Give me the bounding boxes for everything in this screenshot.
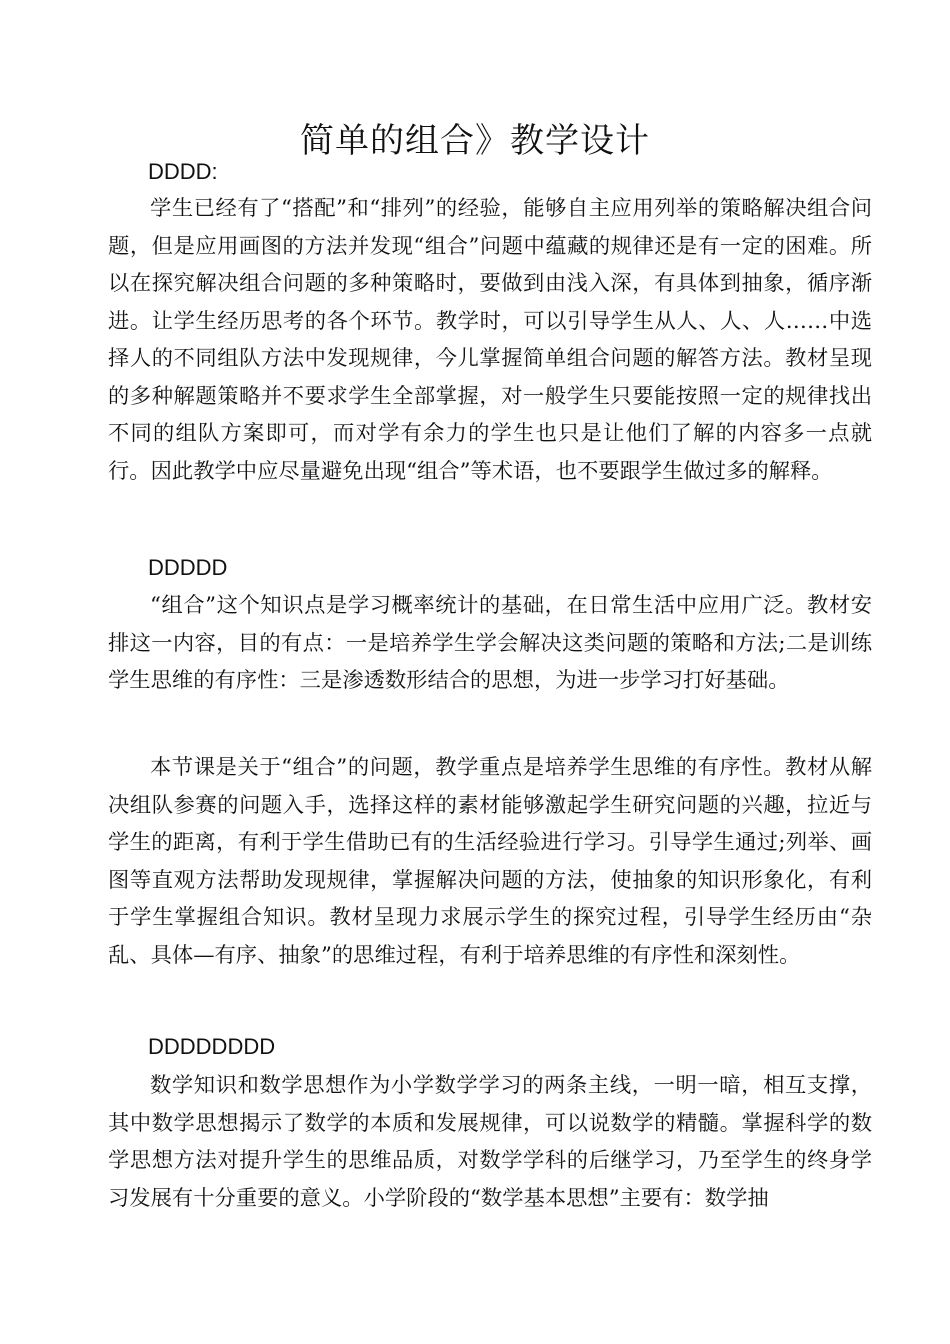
section-3-paragraph-1: 数学知识和数学思想作为小学数学学习的两条主线，一明一暗，相互支撑，其中数学思想揭示了数学的本质和发展规律，可以说数学的精髓。掌握科学的数学思想方法对提升学生的思维品质，对数学学科的后继学习，乃至学生的终身学习发展有十分重要的意义。小学阶段的“数学基本思想”主要有：数学抽 xyxy=(108,1073,872,1211)
section-2-paragraph-2: 本节课是关于“组合”的问题，教学重点是培养学生思维的有序性。教材从解决组队参赛的问题入手，选择这样的素材能够激起学生研究问题的兴趣，拉近与学生的距离，有利于学生借助已有的生活经验进行学习。引导学生通过;列举、画图等直观方法帮助发现规律，掌握解决问题的方法，使抽象的知识形象化，有利于学生掌握组合知识。教材呈现力求展示学生的探究过程，引导学生经历由“杂乱、具体—有序、抽象”的思维过程，有利于培养思维的有序性和深刻性。 xyxy=(108,755,872,968)
section-heading-3: DDDDDDDD xyxy=(148,1034,276,1059)
section-1-paragraph-1: 学生已经有了“搭配”和“排列”的经验，能够自主应用列举的策略解决组合问题，但是应用画图的方法并发现“组合”问题中蕴藏的规律还是有一定的困难。所以在探究解决组合问题的多种策略时，要做到由浅入深，有具体到抽象，循序渐进。让学生经历思考的各个环节。教学时，可以引导学生从人、人、人……中选择人的不同组队方法中发现规律，今儿掌握简单组合问题的解答方法。教材呈现的多种解题策略并不要求学生全部掌握，对一般学生只要能按照一定的规律找出不同的组队方案即可，而对学有余力的学生也只是让他们了解的内容多一点就行。因此教学中应尽量避免出现“组合”等术语，也不要跟学生做过多的解释。 xyxy=(108,196,872,484)
document-title: 简单的组合》教学设计 xyxy=(300,120,650,161)
section-heading-2: DDDDD xyxy=(148,555,228,580)
section-heading-1: DDDD: xyxy=(148,159,218,184)
section-2-paragraph-1: “组合”这个知识点是学习概率统计的基础，在日常生活中应用广泛。教材安排这一内容，目的有点：一是培养学生学会解决这类问题的策略和方法;二是训练学生思维的有序性：三是渗透数形结合的思想，为进一步学习打好基础。 xyxy=(108,593,872,693)
